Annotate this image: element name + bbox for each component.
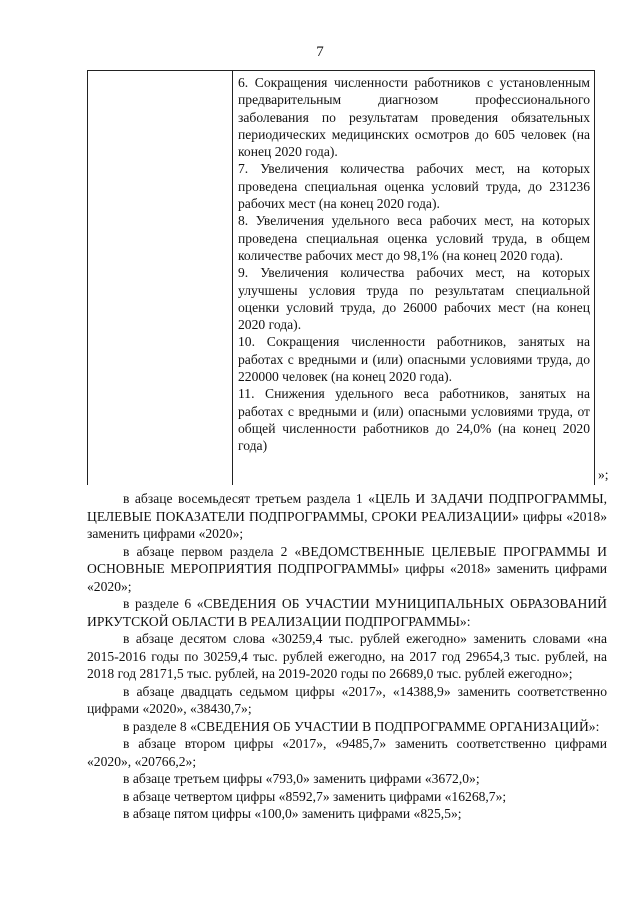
paragraph: в абзаце восемьдесят третьем раздела 1 «ЦЕЛЬ И ЗАДАЧИ ПОДПРОГРАММЫ, ЦЕЛЕВЫЕ ПОКАЗАТЕЛИ ПОДПРОГРАММЫ, СРОКИ РЕАЛИЗАЦИИ» цифры «2018» заменить цифрами «2020»; bbox=[87, 491, 607, 541]
table-item: 7. Увеличения количества рабочих мест, на которых проведена специальная оценка условий труда, до 231236 рабочих мест (на конец 2020 года). bbox=[238, 161, 590, 212]
paragraph: в абзаце первом раздела 2 «ВЕДОМСТВЕННЫЕ ЦЕЛЕВЫЕ ПРОГРАММЫ И ОСНОВНЫЕ МЕРОПРИЯТИЯ ПОДПРОГРАММЫ» цифры «2018» заменить цифрами «2020»; bbox=[87, 543, 607, 594]
table-right-cell bbox=[238, 74, 590, 455]
paragraph: в абзаце двадцать седьмом цифры «2017», «14388,9» заменить соответственно цифрами «2020», «38430,7»; bbox=[87, 683, 607, 716]
table-item: 10. Сокращения численности работников, занятых на работах с вредными и (или) опасными условиями труда, до 220000 человек (на конец 2020 года). bbox=[238, 334, 590, 385]
paragraph: в абзаце десятом слова «30259,4 тыс. рублей ежегодно» заменить словами «на 2015-2016 годы по 30259,4 тыс. рублей ежегодно, на 2017 год 29654,3 тыс. рублей, на 2018 год 28171,5 тыс. рублей, на 2019-2020 годы по 26689,0 тыс. рублей ежегодно»; bbox=[87, 631, 607, 681]
paragraph: в разделе 6 «СВЕДЕНИЯ ОБ УЧАСТИИ МУНИЦИПАЛЬНЫХ ОБРАЗОВАНИЙ ИРКУТСКОЙ ОБЛАСТИ В РЕАЛИЗАЦИИ ПОДПРОГРАММЫ»: bbox=[87, 596, 607, 629]
closing-quote-mark: »; bbox=[598, 467, 609, 482]
paragraph: в абзаце втором цифры «2017», «9485,7» заменить соответственно цифрами «2020», «20766,2»; bbox=[87, 736, 607, 769]
table-left-cell bbox=[88, 71, 233, 485]
amendments-text bbox=[87, 490, 607, 823]
table-item: 11. Снижения удельного веса работников, занятых на работах с вредными и (или) опасными условиями труда, от общей численности работников до 24,0% (на конец 2020 года) bbox=[238, 386, 590, 454]
indicators-table bbox=[87, 70, 595, 485]
paragraph: в разделе 8 «СВЕДЕНИЯ ОБ УЧАСТИИ В ПОДПРОГРАММЕ ОРГАНИЗАЦИЙ»: bbox=[123, 718, 600, 734]
table-item: 6. Сокращения численности работников с установленным предварительным диагнозом профессионального заболевания по результатам проведения обязательных периодических медицинских осмотров до 605 человек (на конец 2020 года). bbox=[238, 75, 590, 160]
paragraph: в абзаце пятом цифры «100,0» заменить цифрами «825,5»; bbox=[123, 806, 462, 821]
table-item: 8. Увеличения удельного веса рабочих мест, на которых проведена специальная оценка условий труда, в общем количестве рабочих мест до 98,1% (на конец 2020 года). bbox=[238, 213, 590, 263]
paragraph: в абзаце третьем цифры «793,0» заменить цифрами «3672,0»; bbox=[123, 771, 480, 786]
page-number: 7 bbox=[316, 44, 324, 60]
table-item: 9. Увеличения количества рабочих мест, на которых улучшены условия труда по результатам специальной оценки условий труда, до 26000 рабочих мест (на конец 2020 года). bbox=[238, 265, 590, 333]
paragraph: в абзаце четвертом цифры «8592,7» заменить цифрами «16268,7»; bbox=[123, 788, 507, 804]
